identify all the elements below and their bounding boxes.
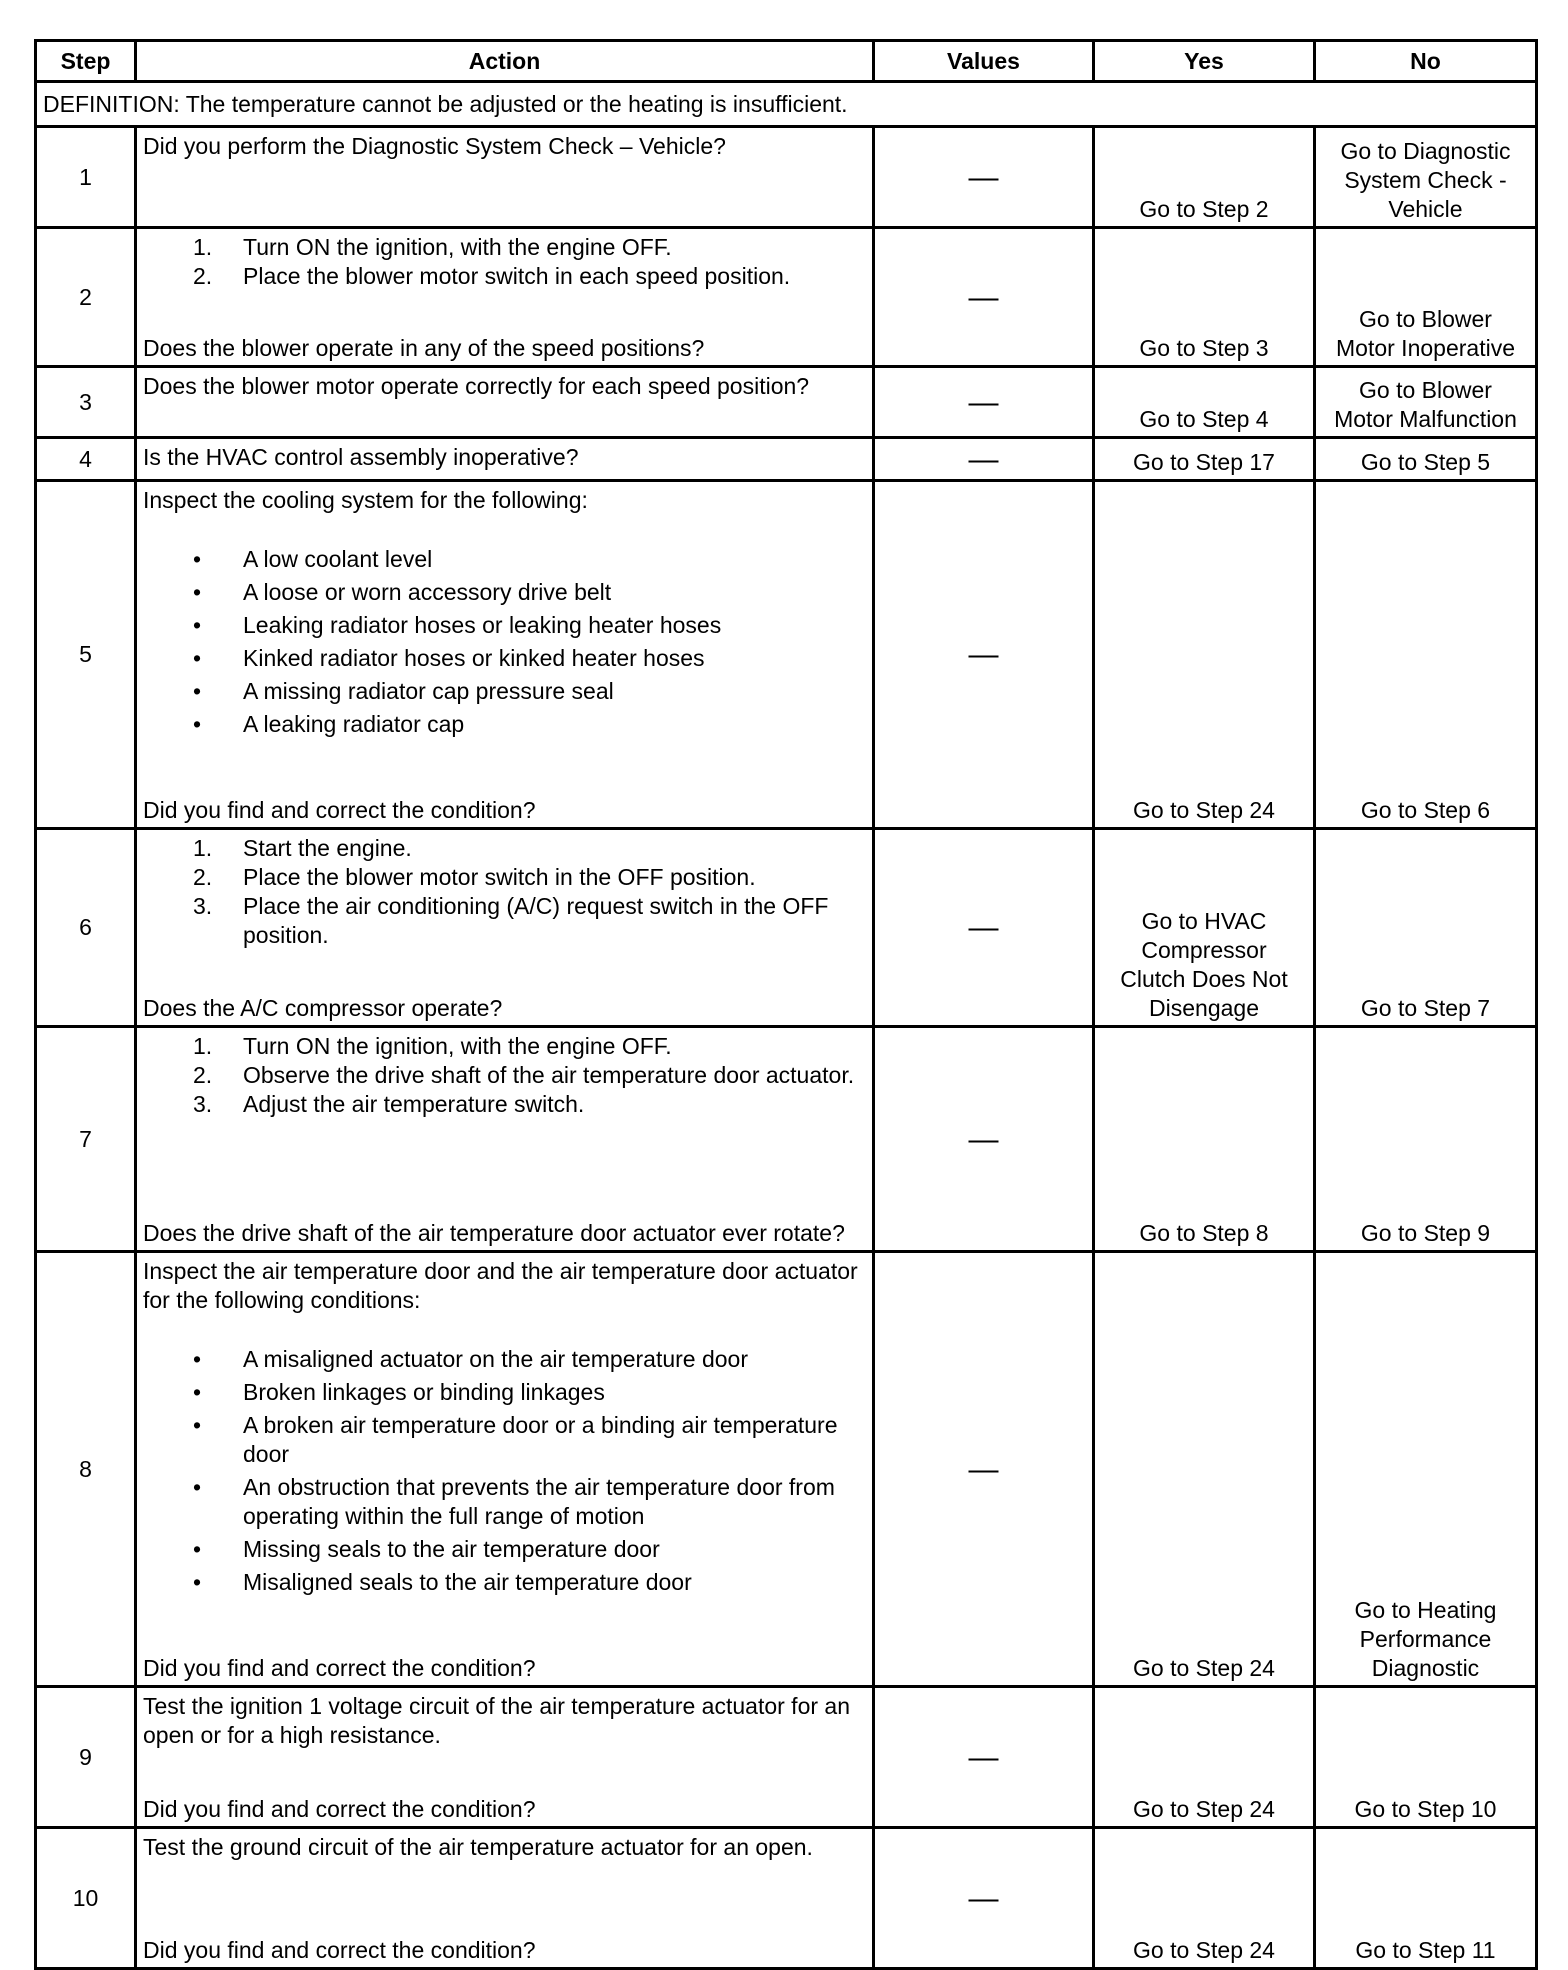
no-result-line: Performance <box>1359 1626 1492 1652</box>
condition-item: • A leaking radiator cap <box>143 710 866 739</box>
step-text: Start the engine. <box>243 835 412 861</box>
action-cell <box>136 1687 874 1828</box>
header-no: No <box>1315 41 1537 82</box>
action-content <box>143 372 866 434</box>
action-content <box>143 443 866 477</box>
values-cell: — <box>874 481 1094 829</box>
no-result-line: Go to Step 11 <box>1355 1937 1496 1963</box>
header-values: Values <box>874 41 1094 82</box>
no-result-line: Go to Step 10 <box>1354 1796 1497 1822</box>
action-content <box>143 834 866 1023</box>
step-number: 4 <box>36 438 136 481</box>
step-index: 1. <box>193 835 213 861</box>
action-content <box>143 486 866 825</box>
values-cell: — <box>874 438 1094 481</box>
action-question: Did you perform the Diagnostic System Check – Vehicle? <box>143 133 726 159</box>
values-cell: — <box>874 829 1094 1027</box>
table-row <box>36 481 1537 829</box>
values-cell: — <box>874 228 1094 367</box>
no-result-line: Go to Heating <box>1354 1597 1497 1623</box>
step-text: Place the air conditioning (A/C) request switch in the OFF position. <box>243 893 829 948</box>
action-intro: Test the ignition 1 voltage circuit of the air temperature actuator for an open or for a high resistance. <box>143 1693 850 1748</box>
action-top <box>143 486 866 743</box>
yes-result-line: Go to Step 4 <box>1139 406 1269 432</box>
header-yes: Yes <box>1094 41 1315 82</box>
action-question: Does the A/C compressor operate? <box>143 995 503 1021</box>
condition-item: • A missing radiator cap pressure seal <box>143 677 866 706</box>
no-cell <box>1315 127 1537 228</box>
yes-cell <box>1094 1687 1315 1828</box>
step-index: 1. <box>193 234 213 260</box>
action-cell <box>136 1828 874 1969</box>
no-cell <box>1315 1687 1537 1828</box>
table-row <box>36 127 1537 228</box>
action-content <box>143 132 866 224</box>
no-cell <box>1315 1828 1537 1969</box>
yes-result-line: Go to Step 24 <box>1133 1937 1275 1963</box>
no-result-line: Go to Step 7 <box>1360 995 1491 1021</box>
action-content <box>143 1692 866 1824</box>
yes-result-line: Go to Step 2 <box>1139 196 1269 222</box>
header-step: Step <box>36 41 136 82</box>
action-content <box>143 1257 866 1683</box>
step-number: 5 <box>36 481 136 829</box>
diagnostic-table <box>34 39 1538 1970</box>
condition-list <box>143 545 866 739</box>
condition-item: • An obstruction that prevents the air temperature door from operating within the full range of motion <box>143 1473 866 1531</box>
procedure-step <box>143 262 866 291</box>
action-content <box>143 1833 866 1965</box>
step-text: Adjust the air temperature switch. <box>243 1091 585 1117</box>
no-result-line: Go to Diagnostic <box>1340 138 1511 164</box>
table-row <box>36 1687 1537 1828</box>
yes-cell <box>1094 228 1315 367</box>
action-cell <box>136 127 874 228</box>
action-question: Is the HVAC control assembly inoperative? <box>143 444 579 470</box>
step-index: 2. <box>193 263 213 289</box>
yes-cell <box>1094 1828 1315 1969</box>
step-index: 3. <box>193 893 213 919</box>
step-text: Place the blower motor switch in the OFF position. <box>243 864 756 890</box>
procedure-step <box>143 1090 866 1119</box>
no-cell <box>1315 1252 1537 1687</box>
procedure-step <box>143 834 866 863</box>
yes-result-line: Go to Step 24 <box>1133 1655 1275 1681</box>
action-question: Does the blower operate in any of the speed positions? <box>143 335 705 361</box>
yes-result-line: Go to Step 17 <box>1133 449 1275 475</box>
table-row <box>36 228 1537 367</box>
step-text: Observe the drive shaft of the air temperature door actuator. <box>243 1062 855 1088</box>
condition-item: • A misaligned actuator on the air temperature door <box>143 1345 866 1374</box>
table-row <box>36 1027 1537 1252</box>
action-content <box>143 1032 866 1248</box>
table-row <box>36 367 1537 438</box>
no-result-line: Go to Step 5 <box>1360 449 1491 475</box>
action-question: Did you find and correct the condition? <box>143 1796 536 1822</box>
values-cell: — <box>874 1252 1094 1687</box>
action-question: Did you find and correct the condition? <box>143 1937 536 1963</box>
condition-item: • Leaking radiator hoses or leaking heater hoses <box>143 611 866 640</box>
definition-text: DEFINITION: The temperature cannot be adjusted or the heating is insufficient. <box>36 82 1537 127</box>
step-number: 7 <box>36 1027 136 1252</box>
condition-list <box>143 1345 866 1597</box>
no-result-line: Vehicle <box>1388 196 1463 222</box>
header-action: Action <box>136 41 874 82</box>
step-text: Turn ON the ignition, with the engine OFF. <box>243 234 672 260</box>
no-result-line: System Check - <box>1344 167 1507 193</box>
step-number: 10 <box>36 1828 136 1969</box>
yes-cell <box>1094 367 1315 438</box>
action-cell <box>136 1252 874 1687</box>
yes-result-line: Go to HVAC <box>1141 908 1267 934</box>
no-result-line: Motor Inoperative <box>1336 335 1515 361</box>
step-number: 6 <box>36 829 136 1027</box>
table-row <box>36 438 1537 481</box>
step-number: 1 <box>36 127 136 228</box>
no-cell <box>1315 1027 1537 1252</box>
procedure-step <box>143 863 866 892</box>
condition-item: • A low coolant level <box>143 545 866 574</box>
yes-cell <box>1094 829 1315 1027</box>
procedure-step <box>143 1061 866 1090</box>
header-row <box>36 41 1537 82</box>
yes-cell <box>1094 1252 1315 1687</box>
procedure-steps <box>143 834 866 950</box>
action-intro: Inspect the cooling system for the following: <box>143 487 588 513</box>
yes-cell <box>1094 481 1315 829</box>
values-cell: — <box>874 127 1094 228</box>
action-top <box>143 1257 866 1601</box>
no-result-line: Go to Blower <box>1359 377 1492 403</box>
step-index: 2. <box>193 864 213 890</box>
procedure-step <box>143 233 866 262</box>
action-question: Did you find and correct the condition? <box>143 1655 536 1681</box>
step-number: 9 <box>36 1687 136 1828</box>
action-question: Does the blower motor operate correctly for each speed position? <box>143 373 810 399</box>
no-result-line: Motor Malfunction <box>1334 406 1517 432</box>
condition-item: • A broken air temperature door or a binding air temperature door <box>143 1411 866 1469</box>
no-result-line: Diagnostic <box>1371 1655 1480 1681</box>
yes-result-line: Go to Step 3 <box>1139 335 1269 361</box>
table-row <box>36 1828 1537 1969</box>
step-index: 1. <box>193 1033 213 1059</box>
no-cell <box>1315 438 1537 481</box>
procedure-steps <box>143 233 866 291</box>
action-top <box>143 233 866 291</box>
condition-item: • Misaligned seals to the air temperature door <box>143 1568 866 1597</box>
procedure-step <box>143 1032 866 1061</box>
procedure-step <box>143 892 866 950</box>
step-number: 2 <box>36 228 136 367</box>
action-content <box>143 233 866 363</box>
yes-cell <box>1094 438 1315 481</box>
action-cell <box>136 228 874 367</box>
no-cell <box>1315 228 1537 367</box>
no-cell <box>1315 829 1537 1027</box>
step-index: 3. <box>193 1091 213 1117</box>
step-text: Turn ON the ignition, with the engine OFF. <box>243 1033 672 1059</box>
yes-result-line: Disengage <box>1149 995 1259 1021</box>
yes-result-line: Go to Step 24 <box>1133 797 1275 823</box>
yes-cell <box>1094 1027 1315 1252</box>
values-cell: — <box>874 1687 1094 1828</box>
action-top <box>143 1692 866 1750</box>
step-text: Place the blower motor switch in each speed position. <box>243 263 791 289</box>
table-row <box>36 829 1537 1027</box>
action-intro: Test the ground circuit of the air temperature actuator for an open. <box>143 1834 813 1860</box>
condition-item: • A loose or worn accessory drive belt <box>143 578 866 607</box>
no-cell <box>1315 481 1537 829</box>
values-cell: — <box>874 1828 1094 1969</box>
condition-item: • Missing seals to the air temperature door <box>143 1535 866 1564</box>
yes-result-line: Go to Step 8 <box>1139 1220 1269 1246</box>
action-question: Does the drive shaft of the air temperature door actuator ever rotate? <box>143 1220 845 1246</box>
action-top <box>143 834 866 950</box>
condition-item: • Kinked radiator hoses or kinked heater hoses <box>143 644 866 673</box>
yes-result-line: Compressor <box>1141 937 1267 963</box>
action-question: Did you find and correct the condition? <box>143 797 536 823</box>
no-result-line: Go to Blower <box>1359 306 1492 332</box>
procedure-steps <box>143 1032 866 1119</box>
action-cell <box>136 481 874 829</box>
action-cell <box>136 438 874 481</box>
values-cell: — <box>874 1027 1094 1252</box>
condition-item: • Broken linkages or binding linkages <box>143 1378 866 1407</box>
no-cell <box>1315 367 1537 438</box>
table-row <box>36 1252 1537 1687</box>
action-cell <box>136 1027 874 1252</box>
step-number: 8 <box>36 1252 136 1687</box>
yes-result-line: Clutch Does Not <box>1120 966 1288 992</box>
no-result-line: Go to Step 6 <box>1360 797 1491 823</box>
no-result-line: Go to Step 9 <box>1360 1220 1491 1246</box>
action-intro: Inspect the air temperature door and the air temperature door actuator for the following conditions: <box>143 1258 858 1313</box>
step-index: 2. <box>193 1062 213 1088</box>
definition-row <box>36 82 1537 127</box>
action-top <box>143 1833 866 1862</box>
yes-result-line: Go to Step 24 <box>1133 1796 1275 1822</box>
values-cell: — <box>874 367 1094 438</box>
yes-cell <box>1094 127 1315 228</box>
action-cell <box>136 829 874 1027</box>
action-top <box>143 1032 866 1119</box>
action-cell <box>136 367 874 438</box>
step-number: 3 <box>36 367 136 438</box>
